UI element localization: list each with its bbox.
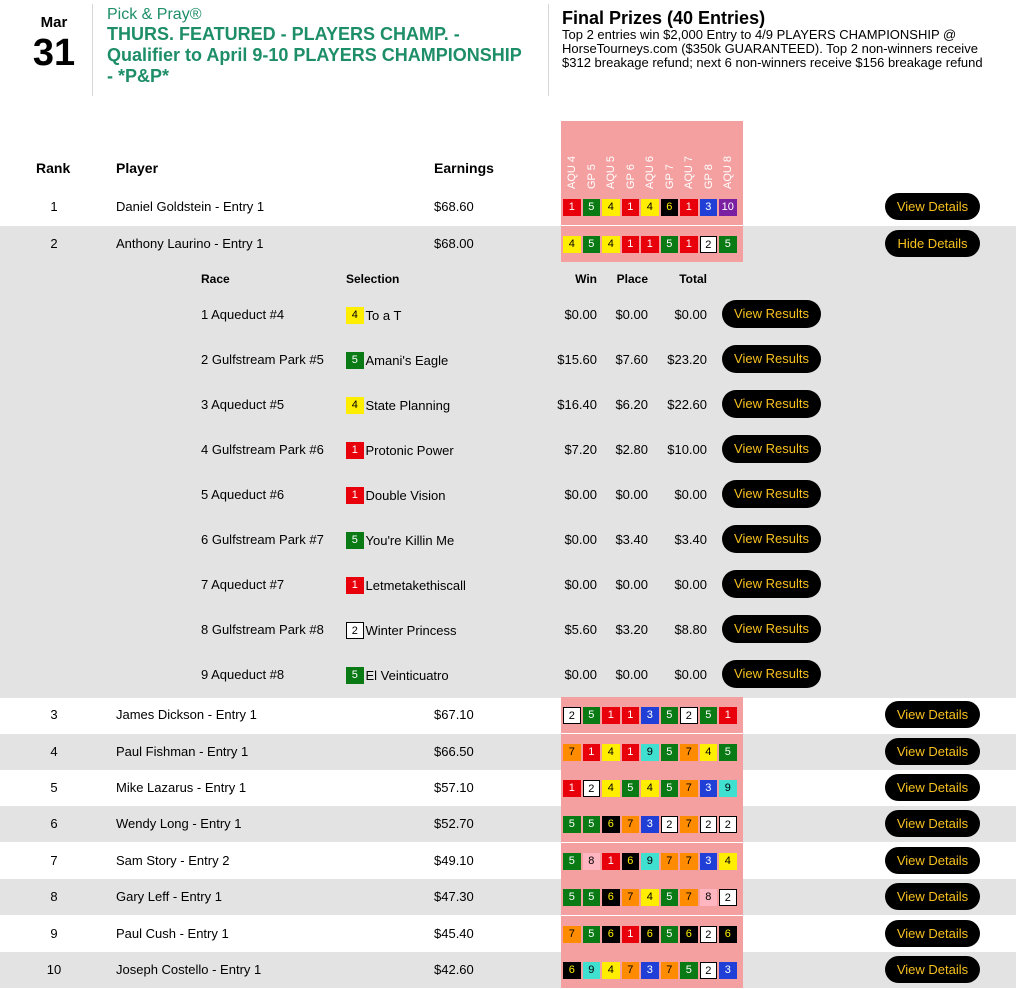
saddle-cloth-number: 7 [563, 926, 581, 943]
saddle-cloth-number: 9 [641, 744, 659, 761]
saddle-cloth-number: 1 [602, 707, 620, 724]
saddle-cloth-number: 2 [700, 926, 718, 943]
view-details-button[interactable]: View Details [885, 193, 980, 220]
view-results-button[interactable]: View Results [722, 480, 821, 508]
saddle-cloth-number: 1 [680, 199, 698, 216]
table-row [0, 879, 1016, 915]
place-payout: $0.00 [615, 487, 648, 502]
place-payout: $0.00 [615, 667, 648, 682]
player-name: Paul Cush - Entry 1 [116, 926, 229, 941]
pick-strip [561, 770, 743, 806]
view-results-button[interactable]: View Results [722, 660, 821, 688]
horse-name: Protonic Power [365, 443, 454, 458]
saddle-cloth-number: 7 [680, 816, 698, 833]
saddle-cloth-number: 1 [602, 853, 620, 870]
race-header-label: AQU 5 [605, 155, 617, 189]
race-header-2 [583, 121, 603, 191]
rank-cell: 6 [50, 816, 58, 831]
total-payout: $0.00 [674, 577, 707, 592]
details-row [0, 337, 1016, 382]
earnings-header: Earnings [434, 160, 494, 176]
saddle-cloth-number: 4 [602, 199, 620, 216]
race-name: 7 Aqueduct #7 [201, 577, 285, 592]
rank-cell: 1 [50, 199, 58, 214]
saddle-cloth-number: 7 [680, 889, 698, 906]
pick-strip [561, 806, 743, 842]
saddle-cloth-number: 7 [680, 780, 698, 797]
saddle-cloth-number: 5 [346, 532, 364, 549]
saddle-cloth-number: 3 [641, 707, 659, 724]
details-row [0, 472, 1016, 517]
horse-name: Amani's Eagle [365, 353, 449, 368]
table-row [0, 189, 1016, 225]
player-name: Gary Leff - Entry 1 [116, 889, 222, 904]
event-month: Mar [40, 14, 68, 31]
saddle-cloth-number: 6 [680, 926, 698, 943]
win-payout: $0.00 [564, 577, 597, 592]
saddle-cloth-number: 3 [700, 199, 718, 216]
total-payout: $0.00 [674, 487, 707, 502]
pick-strip [561, 734, 743, 770]
race-name: 9 Aqueduct #8 [201, 667, 285, 682]
details-row [0, 292, 1016, 337]
saddle-cloth-number: 5 [583, 707, 601, 724]
saddle-cloth-number: 5 [346, 667, 364, 684]
race-header-6 [661, 121, 681, 191]
earnings-cell: $66.50 [434, 744, 474, 759]
horse-name: Winter Princess [365, 623, 457, 638]
saddle-cloth-number: 5 [700, 707, 718, 724]
saddle-cloth-number: 2 [700, 962, 718, 979]
horse-name: State Planning [365, 398, 451, 413]
place-payout: $7.60 [615, 352, 648, 367]
rank-cell: 4 [50, 744, 58, 759]
place-payout: $3.20 [615, 622, 648, 637]
saddle-cloth-number: 5 [719, 236, 737, 253]
saddle-cloth-number: 1 [680, 236, 698, 253]
race-name: 4 Gulfstream Park #6 [201, 442, 324, 457]
race-header-4 [622, 121, 642, 191]
saddle-cloth-number: 4 [602, 962, 620, 979]
saddle-cloth-number: 2 [346, 622, 364, 639]
saddle-cloth-number: 1 [583, 744, 601, 761]
player-name: Wendy Long - Entry 1 [116, 816, 242, 831]
saddle-cloth-number: 4 [641, 780, 659, 797]
win-payout: $0.00 [564, 307, 597, 322]
details-row [0, 427, 1016, 472]
pick-strip [561, 843, 743, 879]
table-row [0, 226, 1016, 262]
pick-strip [561, 697, 743, 733]
saddle-cloth-number: 1 [622, 236, 640, 253]
saddle-cloth-number: 1 [563, 199, 581, 216]
saddle-cloth-number: 5 [661, 707, 679, 724]
details-row [0, 562, 1016, 607]
saddle-cloth-number: 1 [641, 236, 659, 253]
saddle-cloth-number: 2 [719, 816, 737, 833]
win-payout: $0.00 [564, 532, 597, 547]
rank-cell: 8 [50, 889, 58, 904]
saddle-cloth-number: 1 [346, 442, 364, 459]
race-name: 2 Gulfstream Park #5 [201, 352, 324, 367]
player-name: Joseph Costello - Entry 1 [116, 962, 262, 977]
player-name: Sam Story - Entry 2 [116, 853, 230, 868]
player-name: Paul Fishman - Entry 1 [116, 744, 249, 759]
horse-name: Double Vision [365, 488, 446, 503]
event-day: 31 [32, 32, 76, 74]
details-row [0, 607, 1016, 652]
saddle-cloth-number: 1 [622, 707, 640, 724]
prize-block [562, 8, 1007, 70]
divider [92, 4, 93, 96]
rank-header: Rank [36, 160, 71, 176]
pick-strip [561, 879, 743, 915]
race-header-label: AQU 7 [683, 155, 695, 189]
table-row [0, 770, 1016, 806]
total-payout: $10.00 [667, 442, 707, 457]
details-selection-header: Selection [346, 272, 400, 286]
selection [346, 487, 445, 504]
saddle-cloth-number: 6 [622, 853, 640, 870]
saddle-cloth-number: 6 [563, 962, 581, 979]
total-payout: $23.20 [667, 352, 707, 367]
table-row [0, 916, 1016, 952]
win-payout: $15.60 [557, 352, 597, 367]
saddle-cloth-number: 3 [700, 853, 718, 870]
saddle-cloth-number: 7 [563, 744, 581, 761]
saddle-cloth-number: 5 [346, 352, 364, 369]
total-payout: $0.00 [674, 667, 707, 682]
view-details-button[interactable]: View Details [885, 774, 980, 801]
rank-cell: 9 [50, 926, 58, 941]
rank-cell: 7 [50, 853, 58, 868]
view-results-button[interactable]: View Results [722, 390, 821, 418]
saddle-cloth-number: 4 [346, 307, 364, 324]
win-payout: $7.20 [564, 442, 597, 457]
place-payout: $6.20 [615, 397, 648, 412]
saddle-cloth-number: 3 [719, 962, 737, 979]
earnings-cell: $49.10 [434, 853, 474, 868]
saddle-cloth-number: 10 [719, 199, 737, 216]
selection [346, 397, 450, 414]
rank-cell: 10 [46, 962, 62, 977]
saddle-cloth-number: 1 [563, 780, 581, 797]
view-details-button[interactable]: View Details [885, 883, 980, 910]
selection [346, 667, 449, 684]
saddle-cloth-number: 5 [583, 816, 601, 833]
race-header-5 [641, 121, 661, 191]
race-column-headers [561, 121, 743, 191]
place-payout: $0.00 [615, 577, 648, 592]
horse-name: To a T [365, 308, 402, 323]
saddle-cloth-number: 2 [680, 707, 698, 724]
total-payout: $8.80 [674, 622, 707, 637]
hide-details-button[interactable]: Hide Details [885, 230, 980, 257]
details-total-header: Total [679, 272, 707, 286]
saddle-cloth-number: 4 [641, 199, 659, 216]
race-header-label: AQU 6 [644, 155, 656, 189]
player-name: Daniel Goldstein - Entry 1 [116, 199, 265, 214]
saddle-cloth-number: 5 [661, 744, 679, 761]
selection [346, 442, 454, 459]
horse-name: You're Killin Me [365, 533, 455, 548]
race-header-label: GP 5 [585, 164, 598, 189]
saddle-cloth-number: 6 [641, 926, 659, 943]
saddle-cloth-number: 7 [680, 744, 698, 761]
details-win-header: Win [575, 272, 597, 286]
saddle-cloth-number: 5 [661, 780, 679, 797]
view-results-button[interactable]: View Results [722, 300, 821, 328]
saddle-cloth-number: 1 [622, 199, 640, 216]
saddle-cloth-number: 1 [622, 744, 640, 761]
race-name: 6 Gulfstream Park #7 [201, 532, 324, 547]
pick-strip [561, 952, 743, 988]
race-header-1 [563, 121, 583, 191]
saddle-cloth-number: 1 [719, 707, 737, 724]
saddle-cloth-number: 2 [661, 816, 679, 833]
saddle-cloth-number: 9 [719, 780, 737, 797]
race-header-9 [719, 121, 739, 191]
saddle-cloth-number: 2 [700, 816, 718, 833]
saddle-cloth-number: 7 [661, 962, 679, 979]
earnings-cell: $42.60 [434, 962, 474, 977]
earnings-cell: $67.10 [434, 707, 474, 722]
saddle-cloth-number: 1 [346, 487, 364, 504]
race-header-3 [602, 121, 622, 191]
saddle-cloth-number: 5 [583, 199, 601, 216]
saddle-cloth-number: 9 [641, 853, 659, 870]
pick-strip [561, 189, 743, 225]
total-payout: $3.40 [674, 532, 707, 547]
divider [548, 4, 549, 96]
selection [346, 532, 454, 549]
saddle-cloth-number: 4 [719, 853, 737, 870]
entry-details-panel [0, 262, 1016, 698]
table-row [0, 806, 1016, 842]
contest-brand: Pick & Pray® [107, 6, 202, 23]
race-name: 5 Aqueduct #6 [201, 487, 285, 502]
pick-strip [561, 226, 743, 262]
saddle-cloth-number: 5 [680, 962, 698, 979]
saddle-cloth-number: 9 [583, 962, 601, 979]
earnings-cell: $47.30 [434, 889, 474, 904]
prize-description: Top 2 entries win $2,000 Entry to 4/9 PLAYERS CHAMPIONSHIP @ HorseTourneys.com ($350k GUARANTEED). Top 2 non-winners receive $312 breakage refund; next 6 non-winners receive $156 breakage refund [562, 27, 983, 70]
saddle-cloth-number: 6 [719, 926, 737, 943]
earnings-cell: $57.10 [434, 780, 474, 795]
view-results-button[interactable]: View Results [722, 525, 821, 553]
table-row [0, 843, 1016, 879]
win-payout: $5.60 [564, 622, 597, 637]
rank-cell: 2 [50, 236, 58, 251]
race-name: 8 Gulfstream Park #8 [201, 622, 324, 637]
race-header-label: GP 6 [624, 164, 637, 189]
earnings-cell: $68.00 [434, 236, 474, 251]
saddle-cloth-number: 2 [563, 707, 581, 724]
saddle-cloth-number: 3 [641, 816, 659, 833]
saddle-cloth-number: 7 [622, 889, 640, 906]
saddle-cloth-number: 6 [661, 199, 679, 216]
saddle-cloth-number: 5 [719, 744, 737, 761]
saddle-cloth-number: 3 [641, 962, 659, 979]
saddle-cloth-number: 6 [602, 926, 620, 943]
selection [346, 622, 457, 639]
race-name: 3 Aqueduct #5 [201, 397, 285, 412]
view-results-button[interactable]: View Results [722, 615, 821, 643]
player-header: Player [116, 160, 159, 176]
contest-name: THURS. FEATURED - PLAYERS CHAMP. - Qualifier to April 9-10 PLAYERS CHAMPIONSHIP - *P&P* [107, 24, 522, 86]
saddle-cloth-number: 5 [661, 926, 679, 943]
saddle-cloth-number: 5 [563, 889, 581, 906]
saddle-cloth-number: 5 [583, 236, 601, 253]
saddle-cloth-number: 7 [680, 853, 698, 870]
saddle-cloth-number: 2 [719, 889, 737, 906]
horse-name: Letmetakethiscall [365, 578, 466, 593]
total-payout: $0.00 [674, 307, 707, 322]
saddle-cloth-number: 1 [622, 926, 640, 943]
saddle-cloth-number: 4 [700, 744, 718, 761]
saddle-cloth-number: 4 [602, 744, 620, 761]
saddle-cloth-number: 5 [622, 780, 640, 797]
race-header-label: AQU 4 [566, 155, 578, 189]
saddle-cloth-number: 8 [583, 853, 601, 870]
saddle-cloth-number: 5 [661, 889, 679, 906]
saddle-cloth-number: 5 [563, 853, 581, 870]
selection [346, 307, 401, 324]
rank-cell: 5 [50, 780, 58, 795]
view-details-button[interactable]: View Details [885, 810, 980, 837]
selection [346, 352, 448, 369]
view-details-button[interactable]: View Details [885, 920, 980, 947]
table-row [0, 697, 1016, 733]
saddle-cloth-number: 1 [346, 577, 364, 594]
view-details-button[interactable]: View Details [885, 956, 980, 983]
place-payout: $3.40 [615, 532, 648, 547]
saddle-cloth-number: 6 [602, 889, 620, 906]
race-name: 1 Aqueduct #4 [201, 307, 285, 322]
race-header-7 [680, 121, 700, 191]
details-race-header: Race [201, 272, 230, 286]
saddle-cloth-number: 5 [661, 236, 679, 253]
race-header-label: GP 8 [702, 164, 715, 189]
rank-cell: 3 [50, 707, 58, 722]
saddle-cloth-number: 4 [641, 889, 659, 906]
view-results-button[interactable]: View Results [722, 345, 821, 373]
saddle-cloth-number: 7 [661, 853, 679, 870]
view-details-button[interactable]: View Details [885, 738, 980, 765]
saddle-cloth-number: 8 [700, 889, 718, 906]
saddle-cloth-number: 4 [563, 236, 581, 253]
view-results-button[interactable]: View Results [722, 435, 821, 463]
earnings-cell: $68.60 [434, 199, 474, 214]
saddle-cloth-number: 3 [700, 780, 718, 797]
event-date [26, 14, 82, 74]
win-payout: $0.00 [564, 667, 597, 682]
view-details-button[interactable]: View Details [885, 701, 980, 728]
saddle-cloth-number: 2 [700, 236, 718, 253]
earnings-cell: $45.40 [434, 926, 474, 941]
pick-strip [561, 916, 743, 952]
contest-title-block [107, 5, 527, 87]
player-name: Anthony Laurino - Entry 1 [116, 236, 264, 251]
view-details-button[interactable]: View Details [885, 847, 980, 874]
win-payout: $0.00 [564, 487, 597, 502]
saddle-cloth-number: 5 [583, 926, 601, 943]
earnings-cell: $52.70 [434, 816, 474, 831]
view-results-button[interactable]: View Results [722, 570, 821, 598]
race-header-8 [700, 121, 720, 191]
saddle-cloth-number: 4 [602, 236, 620, 253]
saddle-cloth-number: 7 [622, 962, 640, 979]
details-row [0, 382, 1016, 427]
saddle-cloth-number: 4 [602, 780, 620, 797]
selection [346, 577, 466, 594]
saddle-cloth-number: 2 [583, 780, 601, 797]
place-payout: $2.80 [615, 442, 648, 457]
total-payout: $22.60 [667, 397, 707, 412]
horse-name: El Veinticuatro [365, 668, 449, 683]
saddle-cloth-number: 6 [602, 816, 620, 833]
prize-title: Final Prizes (40 Entries) [562, 8, 766, 28]
place-payout: $0.00 [615, 307, 648, 322]
saddle-cloth-number: 4 [346, 397, 364, 414]
saddle-cloth-number: 7 [622, 816, 640, 833]
saddle-cloth-number: 5 [583, 889, 601, 906]
details-place-header: Place [616, 272, 648, 286]
win-payout: $16.40 [557, 397, 597, 412]
race-header-label: AQU 8 [722, 155, 734, 189]
race-header-label: GP 7 [663, 164, 676, 189]
player-name: James Dickson - Entry 1 [116, 707, 257, 722]
table-row [0, 952, 1016, 988]
details-row [0, 652, 1016, 697]
table-row [0, 734, 1016, 770]
player-name: Mike Lazarus - Entry 1 [116, 780, 247, 795]
details-row [0, 517, 1016, 562]
saddle-cloth-number: 5 [563, 816, 581, 833]
